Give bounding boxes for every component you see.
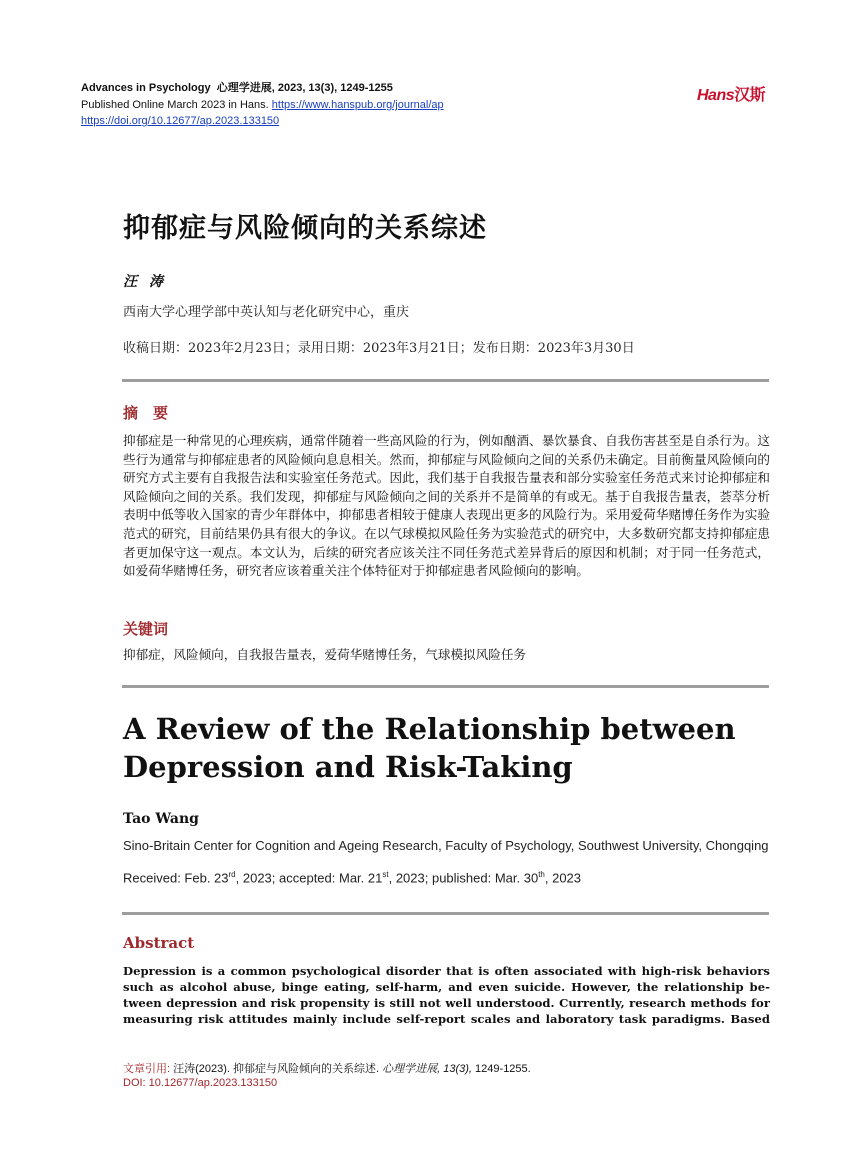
en-abstract-heading: Abstract (123, 934, 195, 952)
journal-name: Advances in Psychology (81, 82, 211, 94)
journal-name-cn: 心理学进展 (216, 82, 272, 94)
published-sup: th (538, 870, 545, 879)
cn-keywords-heading: 关键词 (123, 620, 169, 638)
divider (122, 912, 769, 915)
cn-abstract-heading: 摘 要 (123, 404, 169, 422)
citation-label: 文章引用: (123, 1063, 171, 1075)
citation-journal: 心理学进展, 13(3), (382, 1063, 472, 1075)
received-sup: rd (228, 870, 236, 879)
en-abstract-line: Depression is a common psychological disorder that is often associated with high-risk behaviors (123, 964, 770, 978)
en-title: A Review of the Relationship between Depression and Risk-Taking (123, 712, 736, 784)
citation-doi: DOI: 10.12677/ap.2023.133150 (123, 1077, 278, 1089)
logo-cn: 汉斯 (734, 87, 766, 104)
logo-latin: Hans (697, 87, 735, 104)
cn-keywords: 抑郁症，风险倾向，自我报告量表，爱荷华赌博任务，气球模拟风险任务 (123, 647, 526, 662)
accepted-date: , 2023; accepted: Mar. 21 (235, 870, 383, 886)
cn-abstract: 抑郁症是一种常见的心理疾病，通常伴随着一些高风险的行为，例如酗酒、暴饮暴食、自我伤害甚至是自杀行为。这些行为通常与抑郁症患者的风险倾向息息相关。然而，抑郁症与风险倾向之间的关系仍未确定。目前衡量风险倾向的研究方式主要有自我报告法和实验室任务范式。因此，我们基于自我报告量表和部分实验室任务范式来讨论抑郁症和风险倾向之间的关系。我们发现，抑郁症与风险倾向之间的关系并不是简单的有或无。基于自我报告量表，荟萃分析表明中低等收入国家的青少年群体中，抑郁患者相较于健康人表现出更多的风险行为。采用爱荷华赌博任务作为实验范式的研究，目前结果仍具有很大的争议。在以气球模拟风险任务为实验范式的研究中，大多数研究都支持抑郁症患者更加保守这一观点。本文认为，后续的研究者应该关注不同任务范式差异背后的原因和机制；对于同一任务范式，如爱荷华赌博任务，研究者应该着重关注个体特征对于抑郁症患者风险倾向的影响。 (123, 433, 770, 579)
received-date: Received: Feb. 23 (123, 870, 229, 886)
en-abstract-line: tween depression and risk propensity is still not well understood. Currently, research methods for (123, 996, 770, 1010)
en-author: Tao Wang (123, 811, 199, 827)
cn-affiliation: 西南大学心理学部中英认知与老化研究中心，重庆 (123, 305, 410, 320)
journal-url-link[interactable]: https://www.hanspub.org/journal/ap (271, 99, 444, 111)
published-line (81, 97, 444, 114)
divider (122, 685, 769, 688)
citation-author: 汪涛(2023). 抑郁症与风险倾向的关系综述. (170, 1063, 383, 1075)
en-abstract-line: measuring risk attitudes mainly include self-report scales and laboratory task paradigms. Based (123, 1012, 770, 1026)
published-year: , 2023 (544, 870, 582, 886)
cn-dates: 收稿日期：2023年2月23日；录用日期：2023年3月21日；发布日期：2023年3月30日 (123, 341, 635, 356)
journal-header (81, 80, 393, 97)
citation-pages: 1249-1255. (472, 1063, 531, 1075)
published-date: , 2023; published: Mar. 30 (388, 870, 539, 886)
cn-author: 汪涛 (123, 274, 175, 290)
en-dates (123, 870, 581, 885)
hans-logo (697, 82, 765, 105)
citation (123, 1061, 531, 1077)
doi-url-link[interactable]: https://doi.org/10.12677/ap.2023.133150 (81, 115, 280, 127)
cn-title: 抑郁症与风险倾向的关系综述 (123, 213, 487, 244)
en-abstract (123, 963, 770, 1027)
accepted-sup: st (382, 870, 389, 879)
published-text: Published Online March 2023 in Hans. (81, 99, 272, 111)
divider (122, 379, 769, 382)
en-abstract-line: such as alcohol abuse, binge eating, self-harm, and even suicide. However, the relationship be- (123, 980, 770, 994)
en-affiliation: Sino-Britain Center for Cognition and Ageing Research, Faculty of Psychology, Southwest University, Chongqing (123, 838, 769, 853)
journal-volume: , 2023, 13(3), 1249-1255 (271, 82, 393, 94)
doi-line (81, 113, 279, 130)
